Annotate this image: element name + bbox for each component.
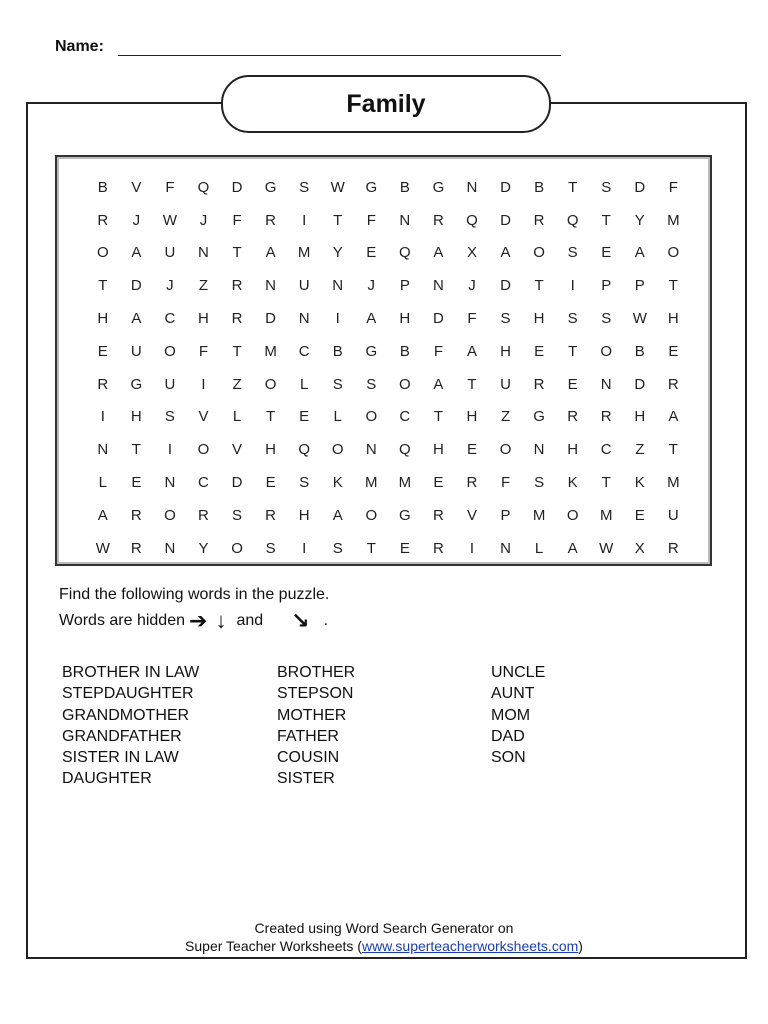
grid-letter[interactable]: S xyxy=(332,375,343,393)
word-list-item: GRANDFATHER xyxy=(62,727,182,745)
word-list-item: DAD xyxy=(491,727,525,745)
grid-letter[interactable]: S xyxy=(567,244,578,262)
grid-letter[interactable]: D xyxy=(130,277,142,295)
grid-letter[interactable]: I xyxy=(469,539,475,557)
word-list-item: COUSIN xyxy=(277,749,340,767)
grid-row xyxy=(86,532,690,565)
grid-letter[interactable]: T xyxy=(668,277,678,295)
grid-letter[interactable]: O xyxy=(533,244,545,262)
grid-letter[interactable]: V xyxy=(232,441,243,459)
grid-letter[interactable]: H xyxy=(634,408,646,426)
name-line[interactable] xyxy=(118,55,561,56)
grid-letter[interactable]: X xyxy=(634,539,645,557)
grid-letter[interactable]: E xyxy=(668,342,679,360)
grid-letter[interactable]: S xyxy=(567,310,578,328)
grid-letter[interactable]: N xyxy=(97,441,109,459)
grid-letter[interactable]: Y xyxy=(332,244,343,262)
footer-suffix: ) xyxy=(578,938,583,954)
word-list-column-2 xyxy=(277,662,355,790)
grid-letter[interactable]: H xyxy=(567,441,579,459)
grid-letter[interactable]: A xyxy=(500,244,511,262)
grid-letter[interactable]: D xyxy=(231,178,243,196)
grid-letter[interactable]: G xyxy=(533,408,545,426)
grid-letter[interactable]: M xyxy=(398,474,412,492)
grid-letter[interactable]: W xyxy=(599,539,614,557)
grid-letter[interactable]: A xyxy=(634,244,645,262)
grid-letter[interactable]: S xyxy=(601,178,612,196)
grid-letter[interactable]: H xyxy=(500,342,511,360)
grid-letter[interactable]: H xyxy=(466,408,478,426)
right-arrow-icon: ➔ xyxy=(189,608,208,633)
grid-letter[interactable]: H xyxy=(130,408,142,426)
grid-letter[interactable]: M xyxy=(667,474,680,492)
grid-letter[interactable]: R xyxy=(466,474,478,492)
grid-letter[interactable]: M xyxy=(365,474,378,492)
grid-letter[interactable]: T xyxy=(534,277,544,295)
name-label: Name: xyxy=(55,38,104,55)
grid-letter[interactable]: O xyxy=(499,441,512,459)
word-list-item: MOM xyxy=(491,706,531,724)
grid-letter[interactable]: J xyxy=(468,277,476,295)
grid-letter[interactable]: O xyxy=(365,506,378,524)
grid-letter[interactable]: H xyxy=(265,441,277,459)
grid-letter[interactable]: F xyxy=(366,211,376,229)
grid-letter[interactable]: A xyxy=(668,408,679,426)
word-list-column-1 xyxy=(62,662,199,790)
grid-letter[interactable]: T xyxy=(568,342,578,360)
grid-row xyxy=(86,269,690,302)
grid-letter[interactable]: F xyxy=(433,342,443,360)
grid-letter[interactable]: R xyxy=(432,506,444,524)
word-list-item: MOTHER xyxy=(277,706,347,724)
grid-letter[interactable]: B xyxy=(332,342,343,360)
grid-letter[interactable]: R xyxy=(265,506,277,524)
grid-letter[interactable]: E xyxy=(634,506,645,524)
grid-letter[interactable]: Y xyxy=(198,539,209,557)
frame-top-left xyxy=(26,102,223,104)
grid-letter[interactable]: N xyxy=(198,244,209,262)
grid-letter[interactable]: J xyxy=(199,211,208,229)
grid-letter[interactable]: P xyxy=(399,277,410,295)
instructions-prefix: Words are hidden xyxy=(59,612,185,629)
grid-letter[interactable]: L xyxy=(98,474,107,492)
grid-letter[interactable]: G xyxy=(365,178,378,196)
grid-letter[interactable]: R xyxy=(198,506,209,524)
grid-letter[interactable]: Q xyxy=(399,441,411,459)
grid-letter[interactable]: O xyxy=(164,506,176,524)
word-list-item: STEPDAUGHTER xyxy=(62,685,194,703)
grid-letter[interactable]: C xyxy=(600,441,612,459)
grid-letter[interactable]: Q xyxy=(399,244,411,262)
grid-letter[interactable]: E xyxy=(534,342,545,360)
grid-letter[interactable]: N xyxy=(265,277,277,295)
grid-letter[interactable]: N xyxy=(533,441,545,459)
grid-letter[interactable]: T xyxy=(601,211,611,229)
grid-letter[interactable]: O xyxy=(197,441,210,459)
grid-letter[interactable]: F xyxy=(467,310,477,328)
grid-letter[interactable]: D xyxy=(500,277,511,295)
grid-letter[interactable]: T xyxy=(467,375,477,393)
grid-letter[interactable]: R xyxy=(567,408,579,426)
word-list-item: AUNT xyxy=(491,685,535,703)
grid-letter[interactable]: J xyxy=(132,211,141,229)
grid-letter[interactable]: U xyxy=(164,375,176,393)
grid-letter[interactable]: B xyxy=(634,342,645,360)
grid-letter[interactable]: T xyxy=(333,211,343,229)
grid-letter[interactable]: A xyxy=(97,506,108,524)
grid-letter[interactable]: S xyxy=(601,310,612,328)
grid-letter[interactable]: G xyxy=(399,506,411,524)
grid-letter[interactable]: E xyxy=(399,539,410,557)
grid-letter[interactable]: O xyxy=(365,408,378,426)
grid-letter[interactable]: A xyxy=(466,342,477,360)
footer-link[interactable]: www.superteacherworksheets.com xyxy=(361,938,579,954)
frame-top-right xyxy=(547,102,745,104)
grid-letter[interactable]: E xyxy=(433,474,444,492)
grid-letter[interactable]: A xyxy=(265,244,276,262)
grid-row xyxy=(86,204,690,237)
grid-letter[interactable]: Q xyxy=(298,441,310,459)
grid-letter[interactable]: C xyxy=(198,474,209,492)
word-list-item: DAUGHTER xyxy=(62,770,152,788)
grid-letter[interactable]: N xyxy=(298,310,310,328)
instructions-end: . xyxy=(323,612,329,629)
grid-letter[interactable]: Y xyxy=(634,211,645,229)
grid-letter[interactable]: N xyxy=(164,474,176,492)
letter-grid xyxy=(86,171,690,565)
grid-letter[interactable]: R xyxy=(97,375,109,393)
grid-letter[interactable]: N xyxy=(164,539,176,557)
grid-letter[interactable]: T xyxy=(366,539,376,557)
grid-letter[interactable]: F xyxy=(500,474,511,492)
grid-letter[interactable]: V xyxy=(466,506,477,524)
grid-letter[interactable]: S xyxy=(534,474,545,492)
grid-letter[interactable]: I xyxy=(335,310,340,328)
grid-letter[interactable]: Z xyxy=(232,375,242,393)
grid-letter[interactable]: E xyxy=(265,474,276,492)
grid-letter[interactable]: U xyxy=(298,277,310,295)
grid-row xyxy=(86,499,690,532)
grid-letter[interactable]: T xyxy=(98,277,108,295)
grid-letter[interactable]: A xyxy=(131,244,142,262)
word-list-item: SISTER xyxy=(277,770,335,788)
grid-letter[interactable]: F xyxy=(668,178,678,196)
grid-letter[interactable]: U xyxy=(667,506,679,524)
grid-letter[interactable]: R xyxy=(667,539,679,557)
grid-letter[interactable]: B xyxy=(399,342,410,360)
grid-letter[interactable]: M xyxy=(532,506,546,524)
grid-letter[interactable]: W xyxy=(95,539,110,557)
grid-letter[interactable]: R xyxy=(265,211,277,229)
grid-letter[interactable]: G xyxy=(432,178,445,196)
grid-letter[interactable]: S xyxy=(332,539,343,557)
grid-letter[interactable]: R xyxy=(432,539,444,557)
grid-letter[interactable]: D xyxy=(265,310,277,328)
grid-letter[interactable]: I xyxy=(167,441,172,459)
page-title: Family xyxy=(346,89,426,118)
grid-letter[interactable]: A xyxy=(567,539,578,557)
footer-prefix: Super Teacher Worksheets ( xyxy=(185,938,362,954)
grid-letter[interactable]: T xyxy=(668,441,678,459)
grid-letter[interactable]: F xyxy=(198,342,209,360)
grid-letter[interactable]: O xyxy=(164,342,176,360)
grid-letter[interactable]: Z xyxy=(635,441,645,459)
grid-letter[interactable]: C xyxy=(399,408,411,426)
word-list-item: STEPSON xyxy=(277,685,354,703)
grid-letter[interactable]: T xyxy=(232,244,242,262)
grid-row xyxy=(86,237,690,270)
grid-letter[interactable]: G xyxy=(264,178,277,196)
grid-letter[interactable]: W xyxy=(162,211,177,229)
instructions-line1: Find the following words in the puzzle. xyxy=(59,586,330,603)
grid-letter[interactable]: C xyxy=(164,310,176,328)
grid-letter[interactable]: R xyxy=(231,310,243,328)
grid-letter[interactable]: G xyxy=(130,375,143,393)
grid-letter[interactable]: B xyxy=(399,178,410,196)
grid-letter[interactable]: E xyxy=(366,244,377,262)
grid-letter[interactable]: E xyxy=(131,474,142,492)
grid-letter[interactable]: S xyxy=(164,408,175,426)
grid-letter[interactable]: D xyxy=(231,474,243,492)
grid-row xyxy=(86,433,690,466)
grid-letter[interactable]: O xyxy=(399,375,411,393)
grid-letter[interactable]: T xyxy=(601,474,611,492)
grid-letter[interactable]: S xyxy=(500,310,511,328)
grid-letter[interactable]: K xyxy=(634,474,645,492)
down-arrow-icon: ↓ xyxy=(215,608,227,633)
grid-letter[interactable]: Q xyxy=(197,178,210,196)
grid-letter[interactable]: E xyxy=(299,408,310,426)
grid-row xyxy=(86,335,690,368)
grid-letter[interactable]: T xyxy=(232,342,242,360)
grid-letter[interactable]: O xyxy=(331,441,344,459)
grid-letter[interactable]: P xyxy=(601,277,612,295)
grid-letter[interactable]: N xyxy=(399,211,411,229)
grid-letter[interactable]: S xyxy=(299,178,310,196)
down-right-arrow-icon: ↘ xyxy=(291,608,310,633)
grid-letter[interactable]: K xyxy=(332,474,343,492)
grid-letter[interactable]: W xyxy=(632,310,647,328)
instructions-line2 xyxy=(59,608,328,634)
grid-row xyxy=(86,368,690,401)
grid-letter[interactable]: I xyxy=(100,408,105,426)
word-list-column-3 xyxy=(491,662,545,768)
grid-letter[interactable]: W xyxy=(330,178,345,196)
grid-letter[interactable]: N xyxy=(332,277,344,295)
grid-letter[interactable]: D xyxy=(432,310,444,328)
grid-letter[interactable]: H xyxy=(533,310,545,328)
grid-letter[interactable]: A xyxy=(433,244,444,262)
grid-row xyxy=(86,401,690,434)
grid-letter[interactable]: M xyxy=(667,211,680,229)
grid-letter[interactable]: T xyxy=(433,408,443,426)
grid-letter[interactable]: A xyxy=(332,506,343,524)
grid-letter[interactable]: L xyxy=(534,539,544,557)
grid-letter[interactable]: V xyxy=(131,178,142,196)
grid-letter[interactable]: S xyxy=(232,506,243,524)
grid-letter[interactable]: R xyxy=(97,211,109,229)
grid-letter[interactable]: A xyxy=(366,310,377,328)
grid-letter[interactable]: C xyxy=(298,342,310,360)
grid-letter[interactable]: E xyxy=(601,244,612,262)
grid-letter[interactable]: E xyxy=(97,342,108,360)
grid-letter[interactable]: D xyxy=(500,178,511,196)
grid-letter[interactable]: L xyxy=(333,408,342,426)
grid-letter[interactable]: S xyxy=(299,474,310,492)
grid-letter[interactable]: R xyxy=(533,211,545,229)
grid-letter[interactable]: M xyxy=(599,506,613,524)
grid-letter[interactable]: H xyxy=(432,441,444,459)
grid-letter[interactable]: L xyxy=(299,375,309,393)
grid-letter[interactable]: H xyxy=(667,310,679,328)
grid-row xyxy=(86,466,690,499)
footer-site xyxy=(0,938,768,954)
grid-letter[interactable]: R xyxy=(600,408,612,426)
grid-letter[interactable]: T xyxy=(131,441,141,459)
word-list-item: SON xyxy=(491,749,526,767)
grid-letter[interactable]: E xyxy=(466,441,477,459)
grid-letter[interactable]: X xyxy=(466,244,477,262)
grid-letter[interactable]: K xyxy=(567,474,578,492)
grid-row xyxy=(86,302,690,335)
grid-row xyxy=(86,171,690,204)
grid-letter[interactable]: U xyxy=(164,244,176,262)
grid-letter[interactable]: P xyxy=(634,277,645,295)
grid-letter[interactable]: R xyxy=(130,506,142,524)
footer-credit: Created using Word Search Generator on xyxy=(254,920,514,936)
word-list-item: SISTER IN LAW xyxy=(62,749,179,767)
grid-letter[interactable]: I xyxy=(201,375,206,393)
grid-letter[interactable]: S xyxy=(366,375,377,393)
grid-letter[interactable]: B xyxy=(534,178,545,196)
grid-letter[interactable]: E xyxy=(567,375,578,393)
grid-letter[interactable]: O xyxy=(667,244,680,262)
grid-letter[interactable]: N xyxy=(600,375,612,393)
grid-letter[interactable]: V xyxy=(198,408,209,426)
grid-letter[interactable]: O xyxy=(566,506,579,524)
grid-letter[interactable]: T xyxy=(266,408,276,426)
grid-letter[interactable]: Z xyxy=(198,277,209,295)
grid-letter[interactable]: N xyxy=(365,441,377,459)
grid-letter[interactable]: Z xyxy=(500,408,511,426)
grid-letter[interactable]: D xyxy=(500,211,511,229)
grid-letter[interactable]: N xyxy=(432,277,444,295)
grid-letter[interactable]: G xyxy=(365,342,378,360)
grid-letter[interactable]: U xyxy=(500,375,511,393)
grid-letter[interactable]: O xyxy=(96,244,109,262)
instructions-and: and xyxy=(236,612,264,629)
grid-letter[interactable]: J xyxy=(367,277,376,295)
grid-letter[interactable]: Q xyxy=(566,211,579,229)
title-banner xyxy=(221,75,551,133)
word-list-item: BROTHER xyxy=(277,664,356,681)
grid-letter[interactable]: M xyxy=(264,342,277,360)
grid-letter[interactable]: H xyxy=(298,506,310,524)
grid-letter[interactable]: F xyxy=(232,211,242,229)
grid-letter[interactable]: A xyxy=(433,375,444,393)
grid-letter[interactable]: O xyxy=(600,342,613,360)
word-list-item: UNCLE xyxy=(491,664,546,681)
word-list-item: FATHER xyxy=(277,727,339,745)
grid-letter[interactable]: N xyxy=(500,539,511,557)
grid-letter[interactable]: M xyxy=(297,244,311,262)
grid-letter[interactable]: O xyxy=(264,375,277,393)
word-list-item: BROTHER IN LAW xyxy=(62,664,200,681)
grid-letter[interactable]: N xyxy=(466,178,478,196)
grid-letter[interactable]: L xyxy=(232,408,242,426)
grid-letter[interactable]: I xyxy=(302,211,307,229)
grid-letter[interactable]: O xyxy=(231,539,243,557)
grid-letter[interactable]: R xyxy=(432,211,444,229)
grid-letter[interactable]: P xyxy=(500,506,511,524)
grid-letter[interactable]: R xyxy=(533,375,545,393)
word-list-item: GRANDMOTHER xyxy=(62,706,190,724)
grid-letter[interactable]: R xyxy=(231,277,243,295)
grid-letter[interactable]: R xyxy=(667,375,679,393)
grid-letter[interactable]: F xyxy=(165,178,175,196)
grid-letter[interactable]: D xyxy=(634,178,646,196)
grid-letter[interactable]: D xyxy=(634,375,646,393)
grid-letter[interactable]: H xyxy=(198,310,209,328)
grid-letter[interactable]: J xyxy=(166,277,174,295)
grid-letter[interactable]: R xyxy=(130,539,142,557)
grid-letter[interactable]: A xyxy=(131,310,142,328)
grid-letter[interactable]: I xyxy=(570,277,575,295)
grid-letter[interactable]: T xyxy=(568,178,578,196)
grid-letter[interactable]: S xyxy=(265,539,276,557)
grid-letter[interactable]: I xyxy=(302,539,307,557)
grid-letter[interactable]: H xyxy=(399,310,411,328)
grid-letter[interactable]: Q xyxy=(466,211,478,229)
grid-letter[interactable]: U xyxy=(130,342,142,360)
grid-letter[interactable]: B xyxy=(97,178,108,196)
grid-letter[interactable]: H xyxy=(97,310,109,328)
